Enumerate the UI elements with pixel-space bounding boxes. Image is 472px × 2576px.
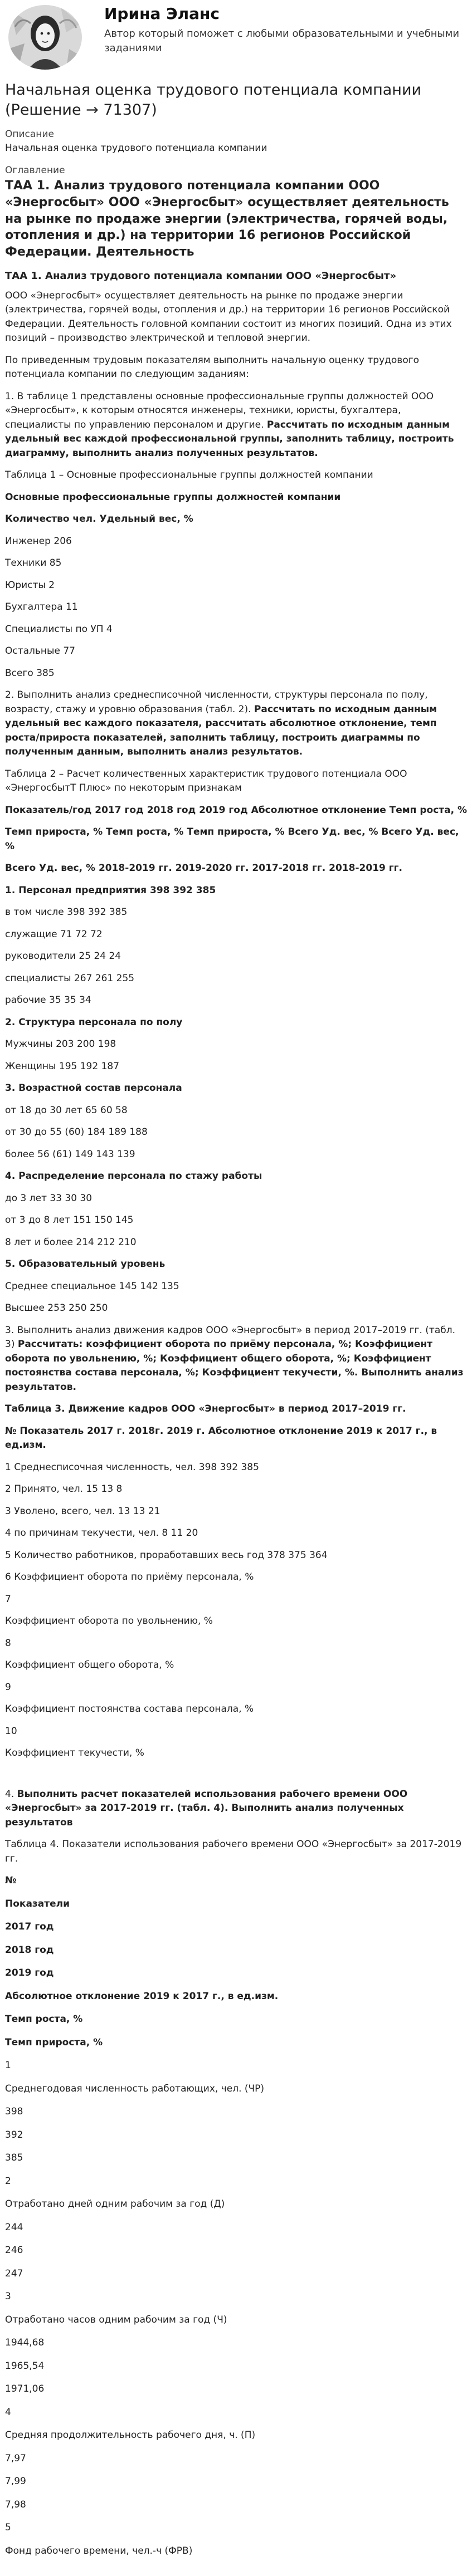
table-row: Коэффициент текучести, % — [5, 1747, 144, 1759]
table4-header-cell: Показатели — [5, 1898, 70, 1909]
table-row: Коэффициент постоянства состава персонала, % — [5, 1703, 254, 1715]
table-row: Женщины 195 192 187 — [5, 1060, 120, 1072]
table4-header-cell: 2018 год — [5, 1944, 54, 1956]
table3-caption: Таблица 3. Движение кадров ООО «Энергосбыт» в период 2017–2019 гг. — [5, 1403, 406, 1415]
table-row: от 30 до 55 (60) 184 189 188 — [5, 1127, 148, 1138]
table4-header-cell: 2019 год — [5, 1967, 54, 1979]
table-row: 6 Коэффициент оборота по приёму персонала, % — [5, 1571, 254, 1583]
table4-header-cell: 2017 год — [5, 1921, 54, 1933]
table-row: Юристы 2 — [5, 579, 55, 591]
table-cell: 7,97 — [5, 2452, 26, 2464]
avatar-image-icon — [5, 4, 85, 70]
table-row: от 18 до 30 лет 65 60 58 — [5, 1104, 128, 1116]
table4-header-cell: Темп роста, % — [5, 2014, 83, 2025]
table2-header-2: Темп прироста, % Темп роста, % Темп прироста, % Всего Уд. вес, % Всего Уд. вес, % — [5, 826, 459, 852]
table-row: 4 по причинам текучести, чел. 8 11 20 — [5, 1527, 198, 1539]
table-cell: 7,98 — [5, 2499, 26, 2510]
table-row: Бухгалтера 11 — [5, 601, 78, 613]
table-row: до 3 лет 33 30 30 — [5, 1192, 93, 1204]
task1-instruction: Рассчитать по исходным данным удельный вес каждой профессиональной группы, заполнить таблицу, построить диаграмму, выполнить анализ полученных результатов. — [5, 419, 454, 459]
description-text: Начальная оценка трудового потенциала компании — [5, 143, 267, 154]
table-cell: Среднегодовая численность работающих, чел. (ЧР) — [5, 2083, 265, 2094]
table2-caption: Таблица 2 – Расчет количественных характеристик трудового потенциала ООО «ЭнергосбытТ Плюс» по некоторым признакам — [5, 768, 407, 794]
task1-text: 1. В таблице 1 представлены основные профессиональные группы должностей ООО «Энергосбыт», к которым относятся инженеры, техники, юристы, бухгалтера, специалисты по управлению персоналом и другие. — [5, 390, 434, 430]
table-cell: 244 — [5, 2221, 23, 2233]
table-cell: 1965,54 — [5, 2360, 45, 2372]
table2-section-title: 2. Структура персонала по полу — [5, 1016, 183, 1028]
table-row: Мужчины 203 200 198 — [5, 1039, 116, 1050]
table-row: 7 — [5, 1593, 11, 1605]
task4-paragraph — [5, 1787, 467, 1830]
table-cell: 398 — [5, 2106, 23, 2118]
table-row: специалисты 267 261 255 — [5, 972, 135, 984]
table4-header-cell: Темп прироста, % — [5, 2036, 103, 2048]
table-cell: Средняя продолжительность рабочего дня, ч. (П) — [5, 2430, 256, 2441]
table2-section-title: 5. Образовательный уровень — [5, 1258, 166, 1270]
table2-section-title: 1. Персонал предприятия 398 392 385 — [5, 884, 216, 896]
table-row: 5 Количество работников, проработавших весь год 378 375 364 — [5, 1549, 328, 1561]
table2-section-title: 3. Возрастной состав персонала — [5, 1083, 182, 1094]
table-row: Высшее 253 250 250 — [5, 1302, 108, 1314]
task4-number: 4. — [5, 1788, 17, 1800]
table-row: 10 — [5, 1725, 17, 1737]
table-cell: 2 — [5, 2175, 11, 2187]
table-row: более 56 (61) 149 143 139 — [5, 1148, 135, 1160]
table-cell: Отработано дней одним рабочим за год (Д) — [5, 2198, 225, 2210]
table-cell: 392 — [5, 2129, 23, 2141]
task3-paragraph — [5, 1324, 467, 1395]
table-row: 9 — [5, 1681, 11, 1693]
table-cell: 1971,06 — [5, 2383, 45, 2395]
author-name[interactable]: Ирина Эланс — [104, 4, 220, 23]
toc-label: Оглавление — [5, 164, 65, 176]
section-heading: ТАА 1. Анализ трудового потенциала компании ООО «Энергосбыт» — [5, 270, 397, 282]
table-row: 8 лет и более 214 212 210 — [5, 1236, 137, 1248]
page-title: Начальная оценка трудового потенциала компании (Решение → 71307) — [5, 81, 422, 119]
table4-header-cell: Абсолютное отклонение 2019 к 2017 г., в ед.изм. — [5, 1990, 279, 2002]
table-row: Остальные 77 — [5, 645, 75, 657]
table-cell: 7,99 — [5, 2476, 26, 2487]
author-info — [104, 4, 467, 56]
table-cell: 4 — [5, 2406, 11, 2418]
table-row: Техники 85 — [5, 557, 62, 569]
description-label: Описание — [5, 128, 54, 140]
main-heading: ТАА 1. Анализ трудового потенциала компании ООО «Энергосбыт» ООО «Энергосбыт» осуществляет деятельность на рынке по продаже энергии (электричества, горячей воды, отопления и др.) на территории 16 регионов Российской Федерации. Деятельность — [5, 179, 449, 259]
table-row: 1 Среднесписочная численность, чел. 398 392 385 — [5, 1461, 259, 1473]
table-cell: 5 — [5, 2522, 11, 2534]
task2-paragraph — [5, 688, 467, 760]
table-cell: 247 — [5, 2268, 23, 2279]
table-cell: 246 — [5, 2245, 23, 2256]
table3-header: № Показатель 2017 г. 2018г. 2019 г. Абсолютное отклонение 2019 к 2017 г., в ед.изм. — [5, 1425, 437, 1451]
task-intro-paragraph: По приведенным трудовым показателям выполнить начальную оценку трудового потенциала компании по следующим заданиям: — [5, 354, 420, 380]
table-row: служащие 71 72 72 — [5, 928, 103, 940]
task2-instruction: Рассчитать по исходным данным удельный вес каждого показателя, рассчитать абсолютное отклонение, темп роста/прироста показателей, заполнить таблицу, построить диаграммы по полученным данным, выполнить анализ результатов. — [5, 703, 437, 758]
table4-header-cell: № — [5, 1875, 17, 1887]
table-cell: Фонд рабочего времени, чел.-ч (ФРВ) — [5, 2545, 193, 2557]
table-row: 8 — [5, 1637, 11, 1649]
author-header — [5, 4, 467, 72]
table1-caption: Таблица 1 – Основные профессиональные группы должностей компании — [5, 469, 373, 481]
table2-section-title: 4. Распределение персонала по стажу работы — [5, 1171, 262, 1182]
intro-paragraph: ООО «Энергосбыт» осуществляет деятельность на рынке по продаже энергии (электричества, горячей воды, отопления и др.) на территории 16 регионов Российской Федерации. Деятельность головной компании состоит из многих позиций. Одна из этих позиций – производство электрической и тепловой энергии. — [5, 290, 452, 344]
table-row: 2 Принято, чел. 15 13 8 — [5, 1483, 123, 1495]
author-description: Автор который поможет с любыми образовательными и учебными заданиями — [104, 27, 460, 54]
table-row: Коэффициент общего оборота, % — [5, 1659, 174, 1671]
task2-text: 2. Выполнить анализ среднесписочной численности, структуры персонала по полу, возрасту, стажу и уровню образования (табл. 2). — [5, 689, 428, 715]
table-row: в том числе 398 392 385 — [5, 907, 128, 918]
table-cell: 385 — [5, 2152, 23, 2164]
table-row: руководители 25 24 24 — [5, 951, 121, 962]
table2-header-3: Всего Уд. вес, % 2018-2019 гг. 2019-2020 гг. 2017-2018 гг. 2018-2019 гг. — [5, 863, 403, 874]
table-cell: 1944,68 — [5, 2337, 45, 2349]
table-row: от 3 до 8 лет 151 150 145 — [5, 1214, 134, 1226]
table1-header-1: Основные профессиональные группы должностей компании — [5, 491, 341, 503]
table-row: Коэффициент оборота по увольнению, % — [5, 1615, 213, 1627]
table-row: рабочие 35 35 34 — [5, 995, 91, 1006]
table4-caption: Таблица 4. Показатели использования рабочего времени ООО «Энергосбыт» за 2017-2019 гг. — [5, 1839, 462, 1864]
table-row: Специалисты по УП 4 — [5, 623, 113, 635]
table-cell: Отработано часов одним рабочим за год (Ч) — [5, 2314, 227, 2325]
task4-instruction: Выполнить расчет показателей использования рабочего времени ООО «Энергосбыт» за 2017-2019 гг. (табл. 4). Выполнить анализ полученных результатов — [5, 1788, 408, 1828]
author-avatar[interactable] — [5, 4, 85, 70]
table-row: Инженер 206 — [5, 535, 72, 547]
task3-text: 3. Выполнить анализ движения кадров ООО «Энергосбыт» в период 2017–2019 гг. (табл. 3) — [5, 1324, 456, 1350]
task1-paragraph — [5, 390, 467, 461]
table-row: Всего 385 — [5, 667, 55, 679]
task3-instruction: Рассчитать: коэффициент оборота по приёму персонала, %; Коэффициент оборота по увольнению, %; Коэффициент общего оборота, %; Коэффициент постоянства состава персонала, %; Коэффициент текучести, %. Выполнить анализ результатов. — [5, 1339, 464, 1393]
table-row: 3 Уволено, всего, чел. 13 13 21 — [5, 1505, 160, 1517]
table-cell: 1 — [5, 2060, 11, 2071]
table-row: Среднее специальное 145 142 135 — [5, 1280, 179, 1292]
table1-header-2: Количество чел. Удельный вес, % — [5, 513, 193, 525]
table2-header-1: Показатель/год 2017 год 2018 год 2019 год Абсолютное отклонение Темп роста, % — [5, 804, 468, 816]
table-cell: 3 — [5, 2291, 11, 2303]
